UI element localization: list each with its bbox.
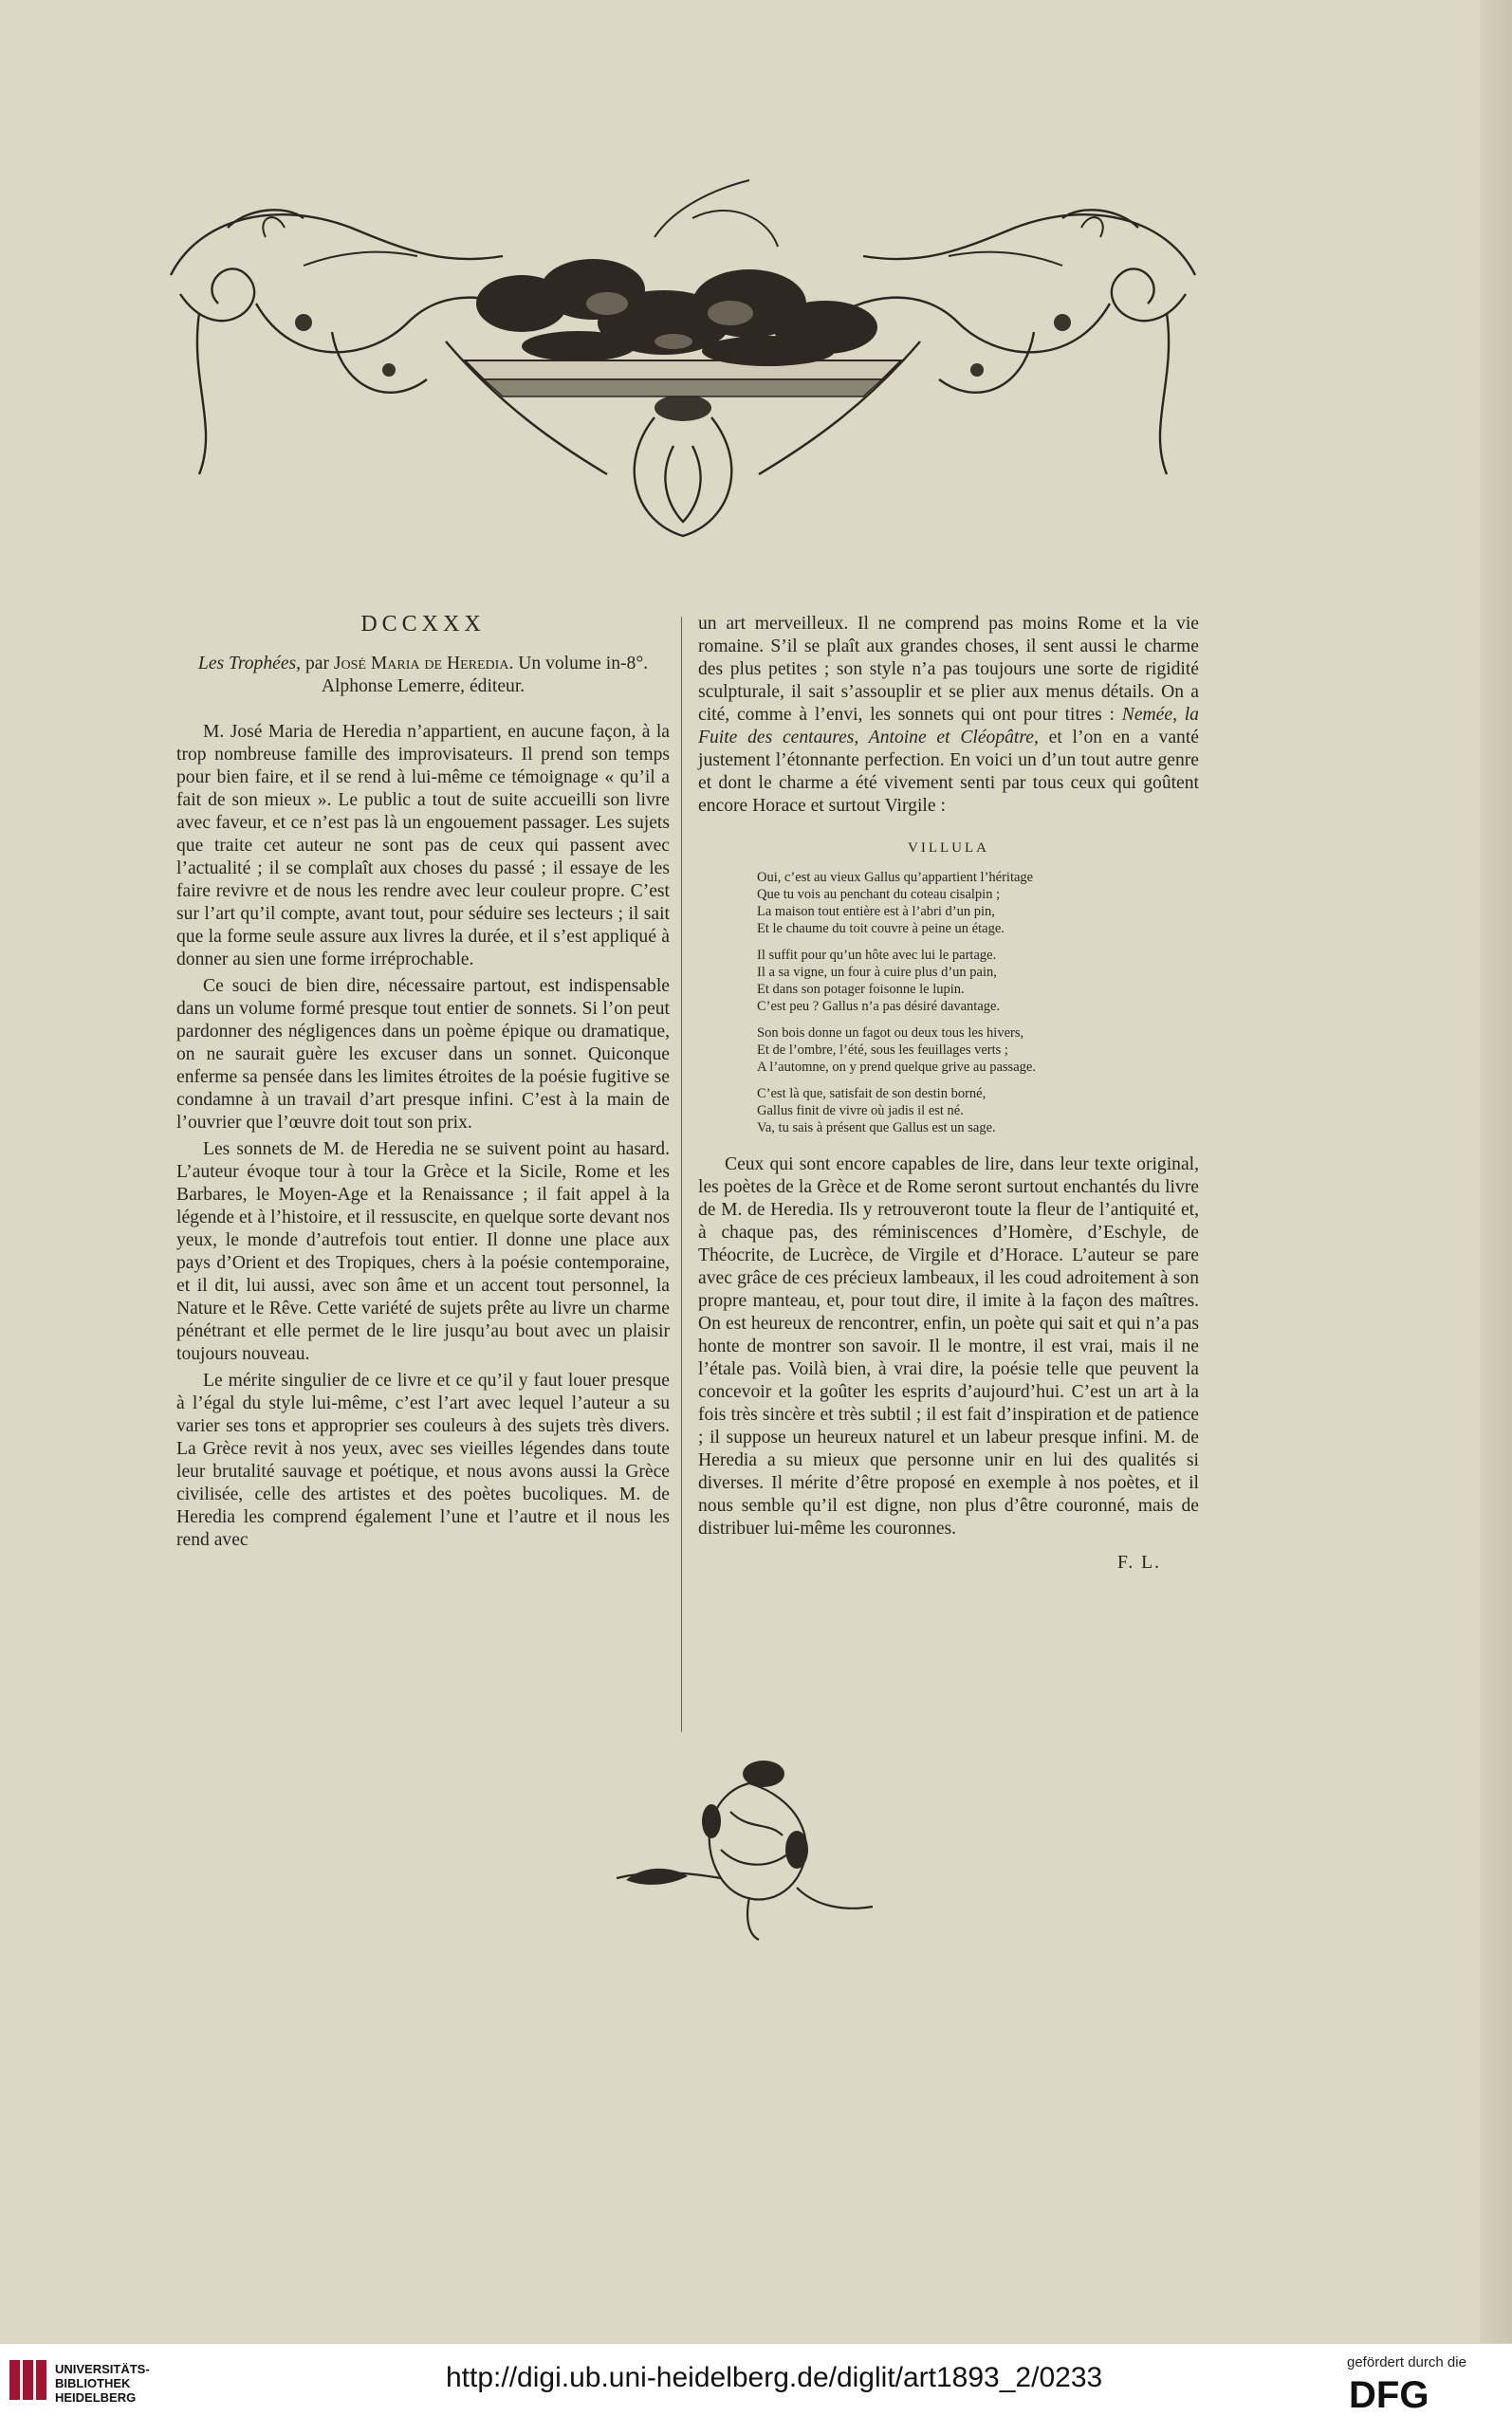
right-column	[698, 613, 1199, 1575]
left-column	[176, 613, 670, 1552]
closing-paragraph: Ceux qui sont encore capables de lire, dans leur texte original, les poètes de la Grèce et de Rome seront surtout enchantés du livre de M. de Heredia. Ils y retrouveront toute la fleur de l’antiquité et, à chaque pas, des réminiscences d’Homère, d’Eschyle, de Théocrite, de Lucrèce, de Virgile et d’Horace. L’auteur se pare avec grâce de ces précieux lambeaux, il les coud adroitement à son propre manteau, et, pour tout dire, il imite à la façon des maîtres. On est heureux de rencontrer, enfin, un poète qui sait et qui n’a pas honte de montrer son savoir. Il le montre, il est vrai, mais il ne l’étale pas. Voilà bien, à vrai dire, la poésie telle que peuvent la concevoir et la goûter les esprits d’aujourd’hui. C’est un art à la fois très sincère et très subtil ; il est fait d’inspiration et de patience ; il suppose un heureux naturel et un labeur presque infini. M. de Heredia a su mieux que personne unir en lui des qualités si diverses. Il mérite d’être proposé en exemple à nos poètes, et il nous semble qu’il est digne, non plus d’être couronné, mais de distribuer lui-même les couronnes.	[698, 1154, 1199, 1539]
paragraph: Ce souci de bien dire, nécessaire partout, est indispensable dans un volume formé presque tout entier de sonnets. Si l’on peut pardonner des négligences dans un poème épique ou dramatique, on ne saurait guère les excuser dans un sonnet. Quiconque enferme sa pensée dans les limites étroites de la poésie fugitive se condamne à un travail d’art presque infini. C’est à la main de l’ouvrier que l’œuvre doit tout son prix.	[176, 976, 670, 1133]
book-publisher: Alphonse Lemerre, éditeur.	[321, 676, 526, 696]
dfg-logo-mark	[1347, 2373, 1489, 2411]
paragraph: Les sonnets de M. de Heredia ne se suivent point au hasard. L’auteur évoque tour à tour la Grèce et la Sicile, Rome et les Barbares, le Moyen-Age et la Renaissance ; il fait appel à la légende et à l’histoire, et il ressuscite, en quelque sorte devant nos yeux, le monde d’autrefois tout entier. Il donne une place aux pays d’Orient et des Tropiques, chers à la poésie contemporaine, et il dit, lui aussi, avec son âme et un accent tout personnel, la Nature et le Rêve. Cette variété de sujets prête au livre un charme pénétrant et elle permet de le lire jusqu’au bout avec un plaisir toujours nouveau.	[176, 1139, 670, 1364]
book-author: José Maria de Heredia.	[333, 654, 514, 673]
verse-line: Oui, c’est au vieux Gallus qu’appartient l’héritage	[757, 870, 1034, 885]
sonnet-titles: Nemée, la Fuite des centaures, Antoine et Cléopâtre,	[698, 705, 1199, 747]
verse-line: Et de l’ombre, l’été, sous les feuillages verts ;	[757, 1042, 1008, 1058]
book-reference	[176, 653, 670, 675]
verse-line: La maison tout entière est à l’abri d’un pin,	[757, 904, 995, 919]
verse-line: Gallus finit de vivre où jadis il est né.	[757, 1103, 964, 1118]
funding-note: gefördert durch die	[1347, 2354, 1466, 2370]
intro-text-end: et l’on en a vanté justement l’étonnante perfection. En voici un d’un tout autre genre et dont le charme a été vivement senti par tous ceux qui goûtent encore Horace et surtout Virgile :	[698, 728, 1199, 816]
verse-line: Son bois donne un fagot ou deux tous les hivers,	[757, 1025, 1024, 1041]
stanza	[757, 1085, 1199, 1136]
verse-line: Va, tu sais à présent que Gallus est un sage.	[757, 1120, 996, 1135]
poem-title: VILLULA	[908, 840, 989, 856]
intro-text: un art merveilleux. Il ne comprend pas moins Rome et la vie romaine. S’il se plaît aux grandes choses, il sent aussi le charme des plus petites ; son style n’a pas toujours une sorte de rigidité sculpturale, il sait s’assouplir et se plier aux menus détails. On a cité, comme à l’envi, les sonnets qui ont pour titres :	[698, 614, 1199, 725]
verse-line: C’est peu ? Gallus n’a pas désiré davantage.	[757, 999, 1001, 1014]
intro-paragraph	[698, 613, 1199, 818]
permalink-url[interactable]: http://digi.ub.uni-heidelberg.de/diglit/art1893_2/0233	[446, 2362, 1103, 2393]
verse-line: A l’automne, on y prend quelque grive au passage.	[757, 1060, 1036, 1075]
article-number: DCCXXX	[360, 612, 486, 636]
verse-line: Il a sa vigne, un four à cuire plus d’un pain,	[757, 965, 997, 980]
book-format: Un volume in-8°.	[513, 654, 649, 673]
still-life-vignette	[161, 161, 1205, 550]
page-edge	[1480, 0, 1512, 2343]
library-logo[interactable]	[8, 2354, 207, 2406]
stanza	[757, 947, 1199, 1015]
paragraph: M. José Maria de Heredia n’appartient, en aucune façon, à la trop nombreuse famille des improvisateurs. Il prend son temps pour bien faire, et il se rend à lui-même ce témoignage « qu’il a fait de son mieux ». Le public a tout de suite accueilli son livre avec faveur, et ce n’est pas là un engouement passager. Les sujets que traite cet auteur ne sont pas de ceux qui passent avec l’actualité ; il se complaît aux choses du passé ; il essaye de les faire revivre et de nous les rendre avec leur couleur propre. C’est sur l’art qu’il compte, avant tout, pour séduire ses lecteurs ; il sait que la forme seule assure aux livres la durée, et il s’est appliqué à donner au sien une forme irréprochable.	[176, 722, 670, 969]
column-divider	[681, 617, 682, 1732]
book-title: Les Trophées,	[197, 654, 302, 673]
svg-text:BIBLIOTHEK: BIBLIOTHEK	[55, 2376, 131, 2390]
author-signature: F. L.	[1117, 1553, 1161, 1573]
verse-line: Et dans son potager foisonne le lupin.	[757, 982, 965, 997]
stanza	[757, 1024, 1199, 1076]
svg-text:UNIVERSITÄTS-: UNIVERSITÄTS-	[55, 2362, 150, 2376]
book-by: par	[301, 654, 334, 673]
verse-line: Et le chaume du toit couvre à peine un étage.	[757, 921, 1005, 936]
verse-line: C’est là que, satisfait de son destin borné,	[757, 1086, 986, 1101]
dfg-logo[interactable]	[1347, 2373, 1489, 2411]
verse-line: Il suffit pour qu’un hôte avec lui le partage.	[757, 948, 997, 963]
svg-text:DFG: DFG	[1349, 2374, 1429, 2411]
svg-text:HEIDELBERG: HEIDELBERG	[55, 2390, 137, 2405]
poem	[698, 837, 1199, 1136]
floral-vignette	[607, 1745, 892, 1945]
verse-line: Que tu vois au penchant du coteau cisalpin ;	[757, 887, 1001, 902]
paragraph: Le mérite singulier de ce livre et ce qu’il y faut louer presque à l’égal du style lui-même, c’est l’art avec lequel l’auteur a su varier ses tons et approprier ses couleurs à des sujets très divers. La Grèce revit à nos yeux, avec ses vieilles légendes dans toute leur brutalité sauvage et poétique, et nous avons aussi la Grèce civilisée, celle des artistes et des poètes bucoliques. M. de Heredia les comprend également l’une et l’autre et il nous les rend avec	[176, 1371, 670, 1550]
stanza	[757, 869, 1199, 937]
library-logo-mark	[8, 2354, 207, 2406]
